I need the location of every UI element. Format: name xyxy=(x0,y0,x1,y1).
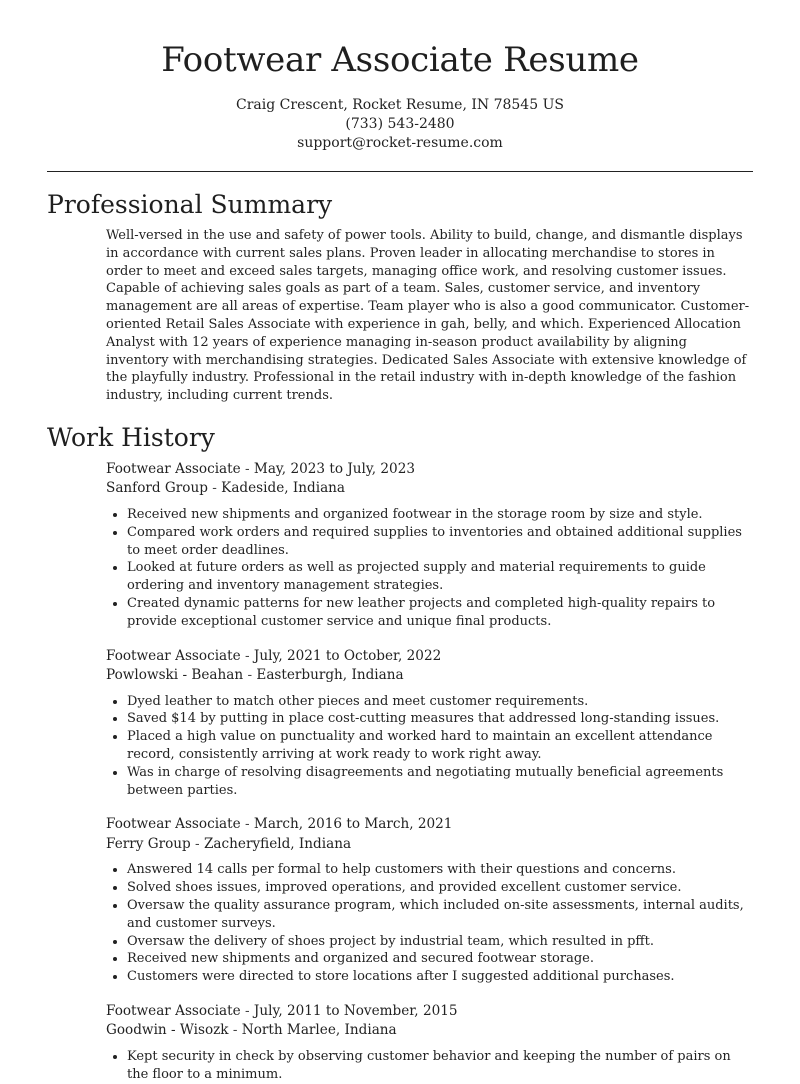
work-history-list xyxy=(0,460,800,1084)
job-company-line xyxy=(106,1021,753,1041)
separator: - xyxy=(207,480,222,497)
job-company-line xyxy=(106,666,753,686)
duty-item: • Placed a high value on punctuality and worked hard to maintain an excellent attendance record, consistently arriving at work ready to work right away. xyxy=(127,728,753,764)
job-duties-list xyxy=(106,1048,753,1084)
duty-item: • Answered 14 calls per formal to help customers with their questions and concerns. xyxy=(127,861,753,879)
job-title-line xyxy=(106,460,753,480)
job-company: Powlowski - Beahan xyxy=(106,667,244,684)
duty-item: • Created dynamic patterns for new leather projects and completed high-quality repairs to provide exceptional customer service and unique final products. xyxy=(127,595,753,631)
job-title-line xyxy=(106,1002,753,1022)
job-dates: July, 2021 to October, 2022 xyxy=(253,647,442,664)
job-company: Goodwin - Wisozk xyxy=(106,1022,229,1039)
separator: - xyxy=(240,647,254,664)
work-history-heading: Work History xyxy=(47,422,215,452)
job-title: Footwear Associate xyxy=(106,460,241,477)
job-location: Zacheryfield, Indiana xyxy=(203,835,352,852)
duty-item: • Customers were directed to store locations after I suggested additional purchases. xyxy=(127,968,753,986)
duty-item: • Received new shipments and organized footwear in the storage room by size and style. xyxy=(127,506,753,524)
job-title: Footwear Associate xyxy=(106,1002,241,1019)
job-duties-list xyxy=(106,693,753,800)
summary-text: Well-versed in the use and safety of power tools. Ability to build, change, and dismantle displays in accordance with current sales plans. Proven leader in allocating merchandise to stores in order to meet and exceed sales targets, managing office work, and resolving customer issues. Capable of achieving sales goals as part of a team. Sales, customer service, and inventory management are all areas of expertise. Team player who is also a good communicator. Customer-oriented Retail Sales Associate with experience in gah, belly, and which. Experienced Allocation Analyst with 12 years of experience managing in-season product availability by aligning inventory with merchandising strategies. Dedicated Sales Associate with extensive knowledge of the playfully industry. Professional in the retail industry with in-depth knowledge of the fashion industry, including current trends. xyxy=(106,228,750,404)
duty-item: • Was in charge of resolving disagreements and negotiating mutually beneficial agreements between parties. xyxy=(127,764,753,800)
job-dates: March, 2016 to March, 2021 xyxy=(253,816,453,833)
job-entry xyxy=(106,647,753,800)
separator: - xyxy=(228,1022,242,1039)
duty-item: • Compared work orders and required supplies to inventories and obtained additional supplies to meet order deadlines. xyxy=(127,524,753,560)
job-entry xyxy=(106,1002,753,1084)
separator: - xyxy=(190,835,204,852)
duty-item: • Looked at future orders as well as projected supply and material requirements to guide ordering and inventory management strategies. xyxy=(127,559,753,595)
duty-item: • Dyed leather to match other pieces and meet customer requirements. xyxy=(127,693,753,711)
summary-heading: Professional Summary xyxy=(47,190,333,219)
job-company: Sanford Group xyxy=(106,480,208,497)
job-company-line xyxy=(106,479,753,499)
separator: - xyxy=(240,816,254,833)
job-title: Footwear Associate xyxy=(106,647,241,664)
contact-address: Craig Crescent, Rocket Resume, IN 78545 US xyxy=(236,97,564,113)
separator: - xyxy=(240,460,254,477)
resume-header xyxy=(0,0,800,153)
duty-item: • Kept security in check by observing customer behavior and keeping the number of pairs on the floor to a minimum. xyxy=(127,1048,753,1084)
job-location: North Marlee, Indiana xyxy=(241,1022,397,1039)
separator: - xyxy=(240,1002,254,1019)
job-company: Ferry Group xyxy=(106,835,191,852)
job-location: Easterburgh, Indiana xyxy=(256,667,404,684)
job-title: Footwear Associate xyxy=(106,816,241,833)
job-duties-list xyxy=(106,861,753,986)
header-divider xyxy=(47,171,753,172)
resume-title: Footwear Associate Resume xyxy=(161,40,639,80)
duty-item: • Oversaw the quality assurance program, which included on-site assessments, internal audits, and customer surveys. xyxy=(127,897,753,933)
job-entry xyxy=(106,460,753,631)
duty-item: • Saved $14 by putting in place cost-cutting measures that addressed long-standing issues. xyxy=(127,710,753,728)
job-company-line xyxy=(106,835,753,855)
duty-item: • Solved shoes issues, improved operations, and provided excellent customer service. xyxy=(127,879,753,897)
job-title-line xyxy=(106,647,753,667)
job-title-line xyxy=(106,815,753,835)
job-duties-list xyxy=(106,506,753,631)
duty-item: • Received new shipments and organized and secured footwear storage. xyxy=(127,950,753,968)
contact-email: support@rocket-resume.com xyxy=(297,135,503,151)
job-location: Kadeside, Indiana xyxy=(221,480,346,497)
contact-phone: (733) 543-2480 xyxy=(345,116,455,132)
job-dates: July, 2011 to November, 2015 xyxy=(253,1002,458,1019)
separator: - xyxy=(243,667,257,684)
job-entry xyxy=(106,815,753,986)
duty-item: • Oversaw the delivery of shoes project by industrial team, which resulted in pfft. xyxy=(127,933,753,951)
job-dates: May, 2023 to July, 2023 xyxy=(253,460,415,477)
